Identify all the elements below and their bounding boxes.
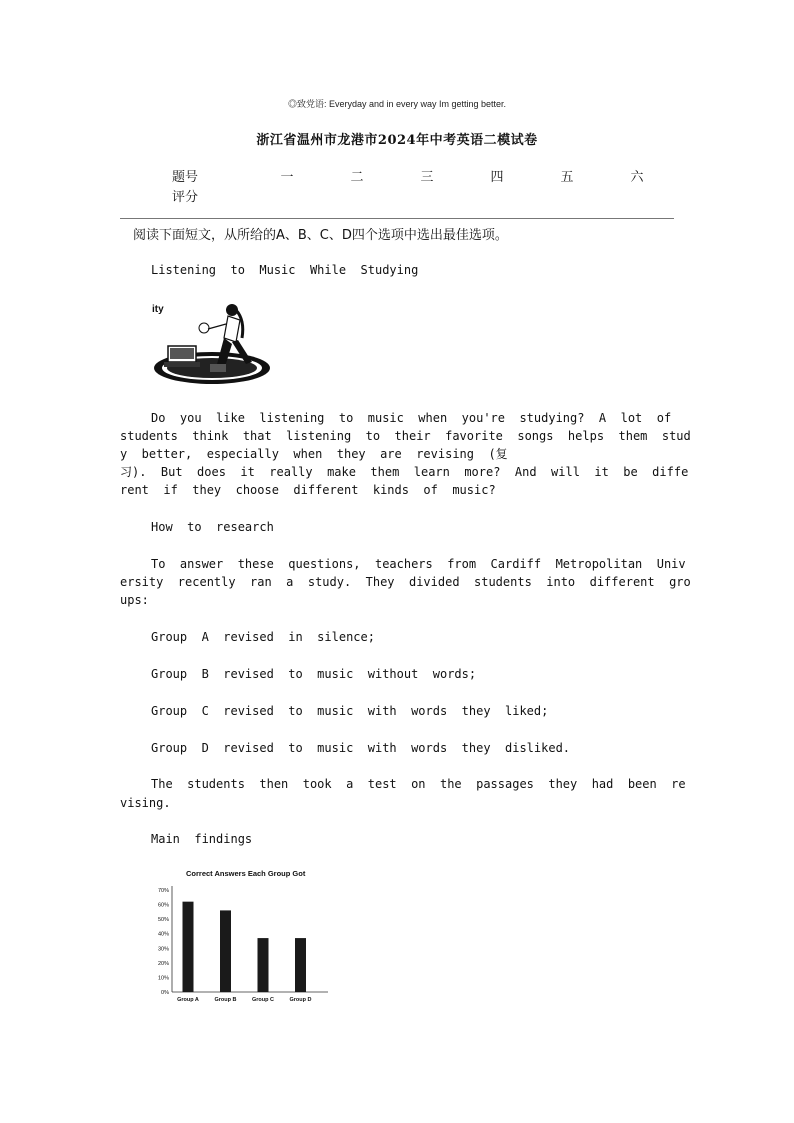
findings-chart [148, 862, 338, 1010]
score-col-1: 一 [280, 170, 294, 185]
score-col-6: 六 [630, 170, 644, 185]
bar-group-c [258, 938, 269, 992]
score-row-label-score: 评分 [172, 190, 199, 205]
intro-line-1: Do you like listening to music when you're studying? A lot of [151, 411, 672, 425]
separator-rule [120, 218, 674, 219]
intro-line-5: rent if they choose different kinds of music? [120, 483, 496, 497]
image-caption: ity [152, 304, 164, 315]
y-tick-label: 20% [157, 960, 169, 967]
y-tick-label: 40% [157, 931, 169, 938]
score-col-4: 四 [490, 170, 504, 185]
intro-line-3: y better, especially when they are revising (复 [120, 447, 508, 461]
intro-line-4: 习). But does it really make them learn more? And will it be diffe [120, 465, 689, 479]
group-d-line: Group D revised to music with words they disliked. [151, 741, 571, 755]
score-col-5: 五 [560, 170, 574, 185]
research-line-3: ups: [120, 593, 149, 607]
bar-group-d [295, 938, 306, 992]
y-tick-label: 70% [157, 888, 169, 894]
instruction-text: 阅读下面短文，从所给的A、B、C、D四个选项中选出最佳选项。 [133, 228, 508, 243]
y-tick-label: 0% [161, 990, 169, 996]
article-illustration [150, 298, 275, 390]
motto-text: ◎致党语: Everyday and in every way Im getting better. [287, 99, 507, 109]
score-col-2: 二 [350, 170, 364, 185]
section-heading-research: How to research [151, 520, 274, 534]
article-title: Listening to Music While Studying [151, 263, 419, 277]
score-row-label-number: 题号 [172, 170, 199, 185]
page-title: 浙江省温州市龙港市2024年中考英语二模试卷 [256, 133, 538, 148]
chart-title: Correct Answers Each Group Got [186, 869, 306, 878]
girl-with-laptop-illustration [150, 298, 275, 390]
x-tick-label: Group A [177, 997, 199, 1003]
score-col-3: 三 [420, 170, 434, 185]
research-line-1: To answer these questions, teachers from Cardiff Metropolitan Univ [151, 557, 686, 571]
test-line-1: The students then took a test on the passages they had been re [151, 777, 686, 791]
bar-group-a [183, 902, 194, 992]
y-tick-label: 30% [157, 946, 169, 953]
bar-chart-svg [148, 862, 338, 1010]
x-tick-label: Group C [252, 997, 274, 1003]
x-tick-label: Group D [289, 997, 312, 1003]
test-line-2: vising. [120, 796, 171, 810]
y-tick-label: 50% [157, 917, 169, 924]
bar-group-b [220, 910, 231, 992]
intro-line-2: students think that listening to their favorite songs helps them stud [120, 429, 691, 443]
group-b-line: Group B revised to music without words; [151, 667, 477, 681]
group-c-line: Group C revised to music with words they liked; [151, 704, 549, 718]
research-line-2: ersity recently ran a study. They divided students into different gro [120, 575, 691, 589]
section-heading-findings: Main findings [151, 832, 253, 846]
y-tick-label: 10% [157, 975, 169, 982]
group-a-line: Group A revised in silence; [151, 630, 375, 644]
y-tick-label: 60% [157, 902, 169, 909]
x-tick-label: Group B [214, 997, 237, 1003]
